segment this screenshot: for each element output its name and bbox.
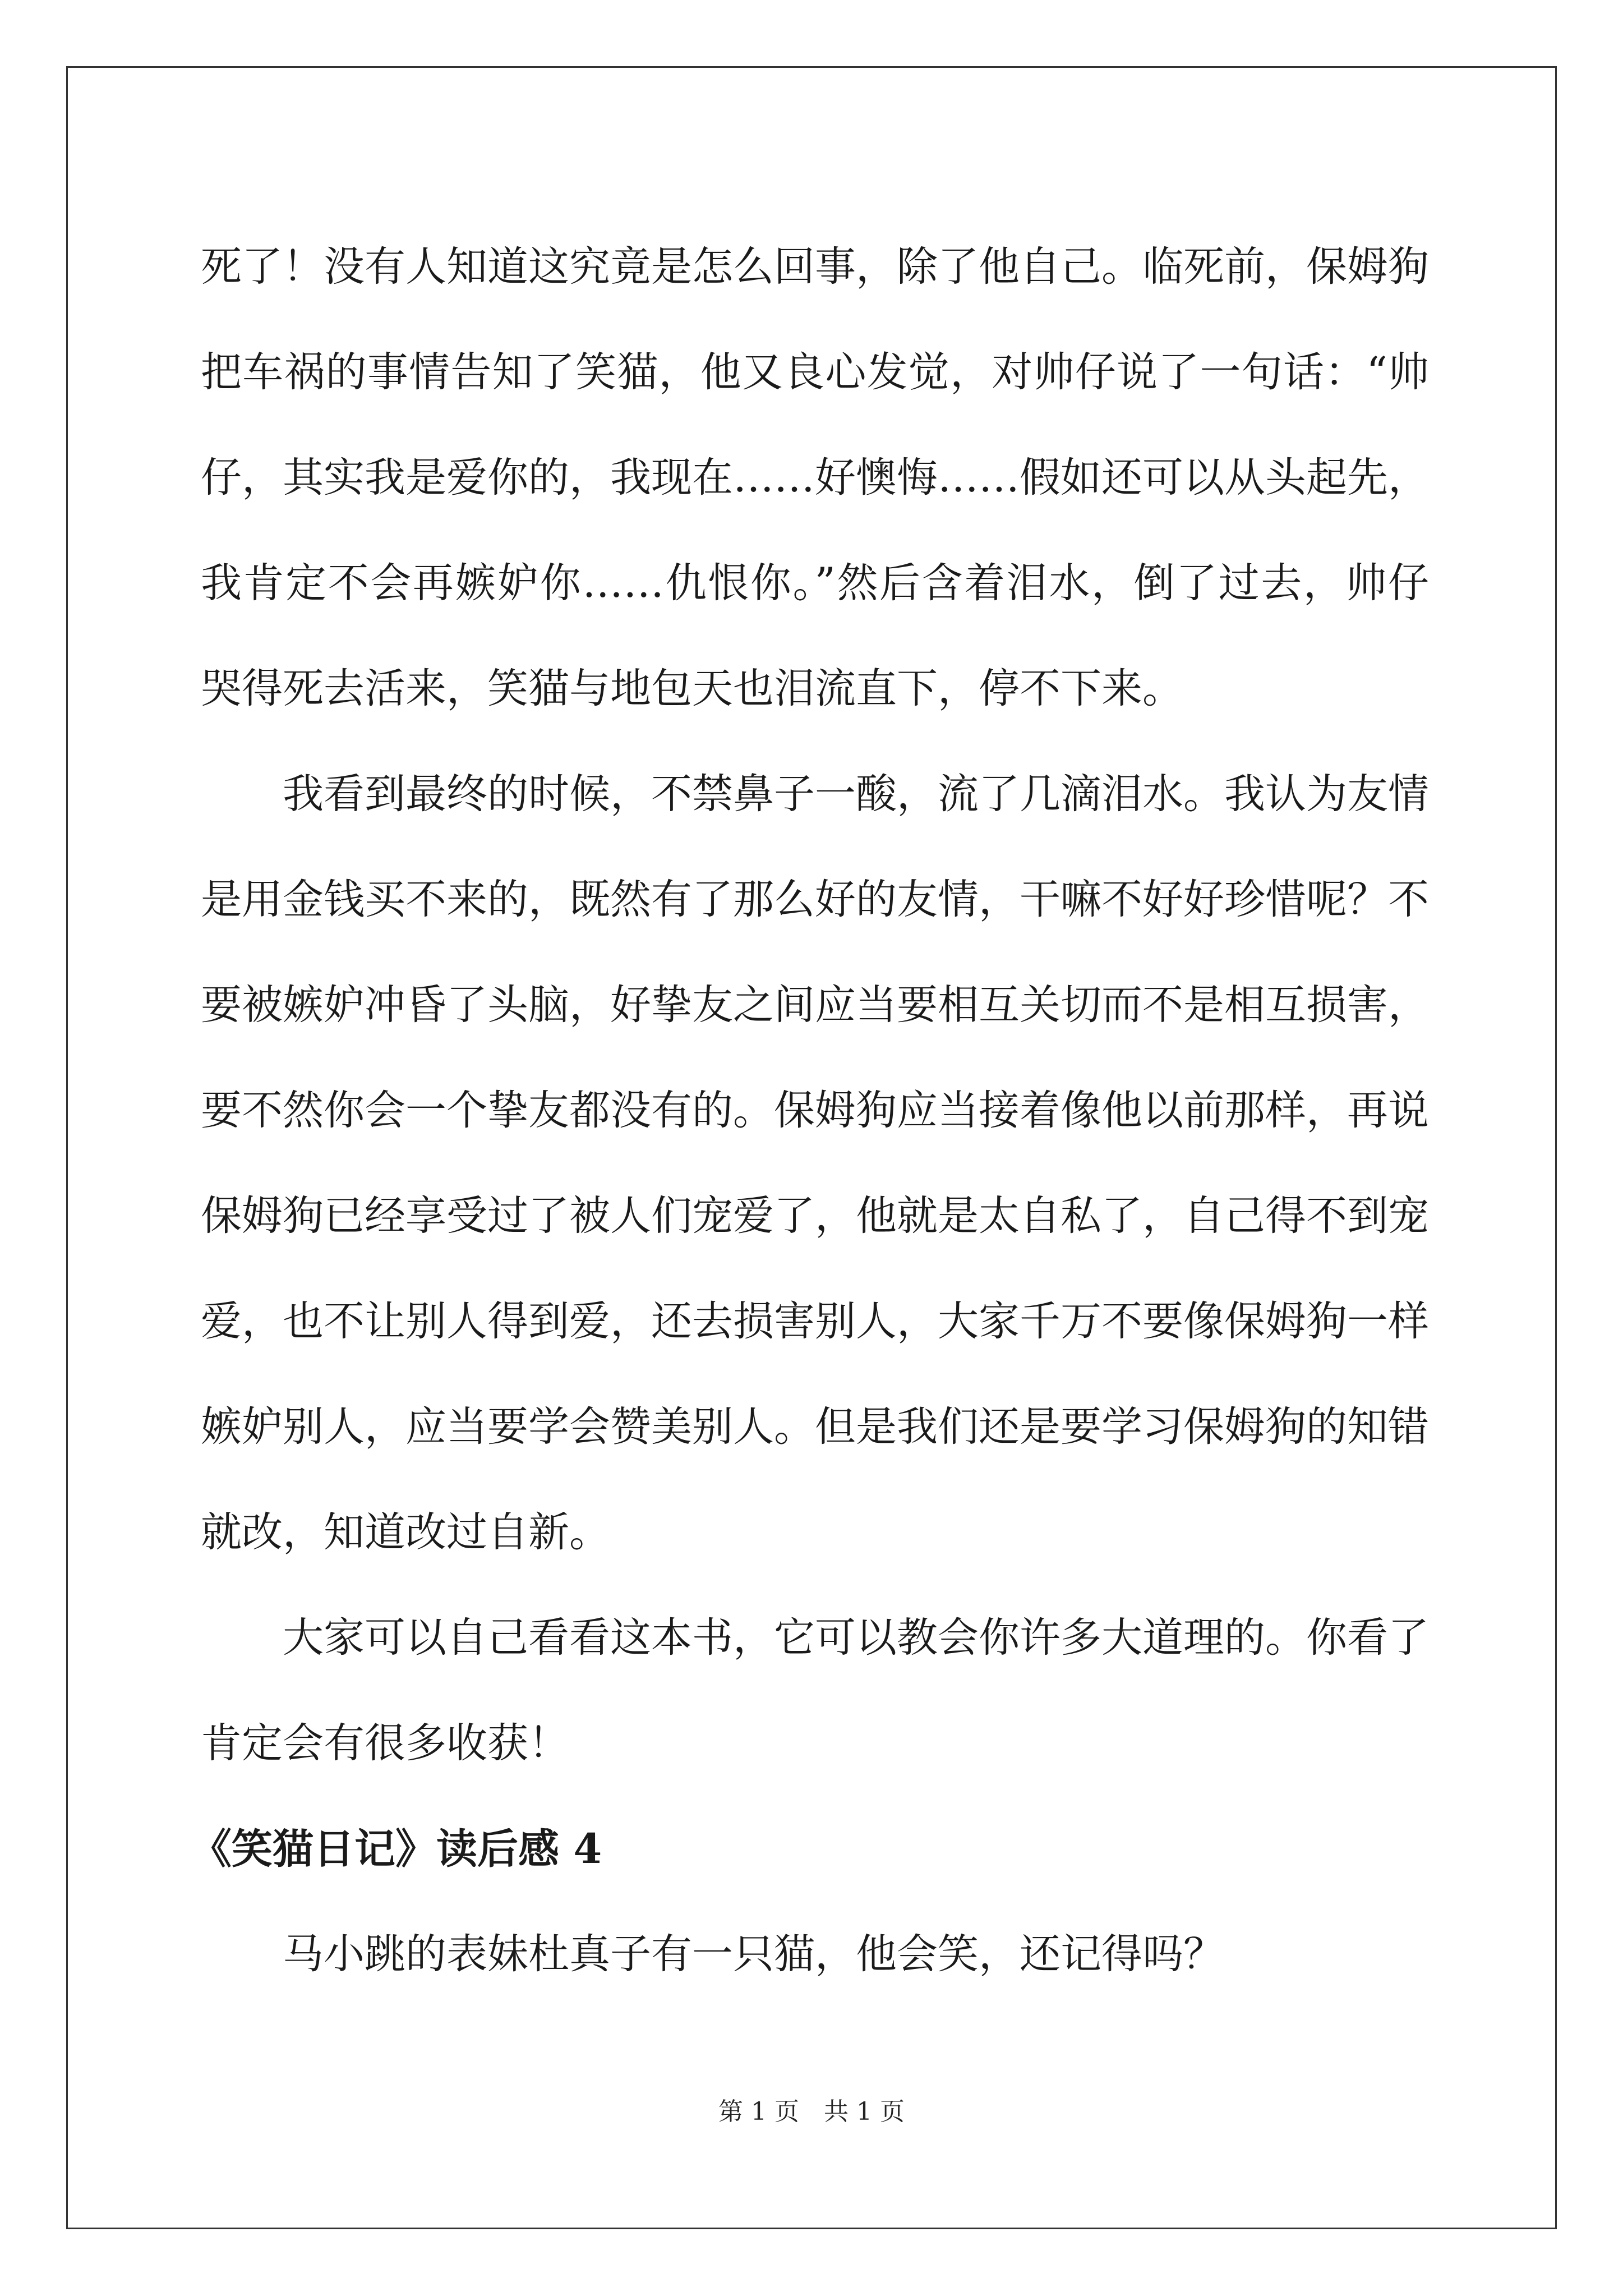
section-heading: 《笑猫日记》读后感 4: [191, 1825, 602, 1873]
paragraph-2: 我看到最终的时候，不禁鼻子一酸，流了几滴泪水。我认为友情是用金钱买不来的，既然有了那么好的友情，干嘛不好好珍惜呢？不要被嫉妒冲昏了头脑，好挚友之间应当要相互关切而不是相互损害，要不然你会一个挚友都没有的。保姆狗应当接着像他以前那样，再说保姆狗已经享受过了被人们宠爱了，他就是太自私了，自己得不到宠爱，也不让别人得到爱，还去损害别人，大家千万不要像保姆狗一样嫉妒别人，应当要学会赞美别人。但是我们还是要学习保姆狗的知错就改，知道改过自新。: [201, 770, 1429, 1556]
paragraph-1: 死了！没有人知道这究竟是怎么回事，除了他自己。临死前，保姆狗把车祸的事情告知了笑猫，他又良心发觉，对帅仔说了一句话：“帅仔，其实我是爱你的，我现在……好懊悔……假如还可以从头起先，我肯定不会再嫉妒你……仇恨你。”然后含着泪水，倒了过去，帅仔哭得死去活来，笑猫与地包天也泪流直下，停不下来。: [201, 243, 1429, 712]
paragraph-4: 马小跳的表妹杜真子有一只猫，他会笑，还记得吗？: [283, 1930, 1224, 1978]
document-body: [191, 214, 1429, 2007]
page-footer: 第 1 页 共 1 页: [718, 2097, 905, 2126]
paragraph-3: 大家可以自己看看这本书，它可以教会你许多大道理的。你看了肯定会有很多收获！: [201, 1614, 1429, 1767]
